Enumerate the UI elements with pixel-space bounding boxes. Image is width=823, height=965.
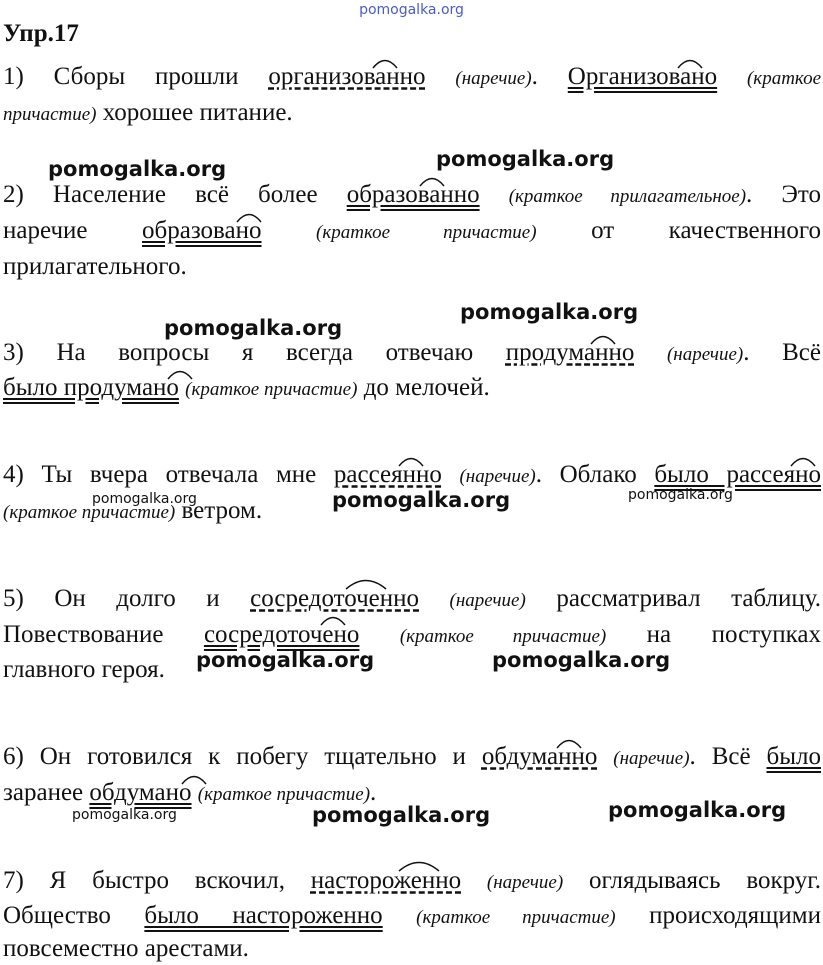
- text: на поступках: [606, 621, 822, 648]
- suffix-arc-icon: [181, 771, 207, 785]
- word-participle: было рассеяно: [654, 461, 822, 488]
- grammar-note: (наречие): [449, 590, 526, 611]
- watermark: pomogalka.org: [332, 488, 511, 512]
- grammar-note: причастие): [3, 104, 97, 125]
- word-participle: Организовано: [567, 63, 718, 90]
- text: 2) Население всё более: [3, 181, 347, 208]
- suffix-arc-icon: [345, 574, 387, 590]
- text: . Это: [746, 181, 821, 208]
- watermark: pomogalka.org: [72, 807, 177, 823]
- watermark: pomogalka.org: [92, 491, 197, 507]
- text: рассматривал таблицу.: [525, 585, 821, 612]
- grammar-note: (наречие): [459, 466, 536, 487]
- sentence-6-line-1: [3, 742, 821, 774]
- sentence-7-line-2: [3, 901, 821, 933]
- watermark: pomogalka.org: [436, 147, 615, 171]
- sentence-3-line-2: [3, 373, 821, 405]
- suffix-arc-icon: [790, 453, 816, 467]
- word-participle: образовано: [142, 217, 262, 244]
- suffix-arc-icon: [398, 856, 440, 872]
- suffix-arc-icon: [320, 612, 346, 626]
- watermark: pomogalka.org: [164, 316, 343, 340]
- sentence-5-line-2: [3, 620, 821, 652]
- text: .: [370, 779, 377, 806]
- sentence-3-line-1: [3, 338, 821, 370]
- text: главного героя.: [3, 656, 165, 683]
- suffix-arc-icon: [419, 173, 445, 187]
- word-participle: было настороженно: [144, 902, 383, 929]
- text: заранее: [3, 779, 90, 806]
- watermark: pomogalka.org: [608, 798, 787, 822]
- suffix-arc-icon: [167, 366, 193, 380]
- word-adverb: сосредоточенно: [250, 585, 420, 612]
- suffix-arc-icon: [590, 331, 616, 345]
- grammar-note: (краткое причастие): [316, 222, 537, 243]
- text: 1) Сборы прошли: [3, 63, 269, 90]
- watermark: pomogalka.org: [460, 300, 639, 324]
- sentence-1-line-2: [3, 98, 821, 130]
- text: . Облако: [535, 461, 655, 488]
- grammar-note: (краткое причастие): [185, 379, 358, 400]
- watermark: pomogalka.org: [628, 487, 733, 503]
- word-adverb: рассеянно: [333, 461, 442, 488]
- sentence-5-line-1: [3, 584, 821, 616]
- text: ветром.: [175, 497, 263, 524]
- text: происходящими: [615, 902, 822, 929]
- word-adverb: обдуманно: [481, 743, 598, 770]
- text: прилагательного.: [3, 253, 187, 280]
- word-participle: было: [766, 743, 821, 770]
- suffix-arc-icon: [677, 55, 703, 69]
- word-adverb: организованно: [268, 63, 426, 90]
- word-adjective: образованно: [346, 181, 480, 208]
- word-adverb: настороженно: [310, 867, 462, 894]
- text: 3) На вопросы я всегда отвечаю: [3, 339, 506, 366]
- text: от качественного: [536, 217, 822, 244]
- sentence-7-line-3: [3, 934, 821, 964]
- word-participle: сосредоточено: [203, 621, 360, 648]
- text: Общество: [3, 902, 145, 929]
- sentence-2-line-2: [3, 216, 821, 248]
- text: наречие: [3, 217, 143, 244]
- watermark: pomogalka.org: [48, 157, 227, 181]
- watermark: pomogalka.org: [196, 648, 375, 672]
- text: 7) Я быстро вскочил,: [3, 867, 311, 894]
- word-participle: было продумано: [3, 374, 179, 401]
- text: 5) Он долго и: [3, 585, 251, 612]
- text: . Всё: [743, 339, 821, 366]
- site-watermark[interactable]: pomogalka.org: [359, 2, 464, 18]
- text: повсеместно арестами.: [3, 935, 249, 962]
- text: 4) Ты вчера отвечала мне: [3, 461, 334, 488]
- sentence-2-line-1: [3, 180, 821, 212]
- sentence-5-line-3: [3, 655, 821, 685]
- grammar-note: (наречие): [613, 748, 690, 769]
- grammar-note: (наречие): [455, 68, 532, 89]
- suffix-arc-icon: [236, 209, 262, 223]
- word-participle: обдумано: [89, 779, 192, 806]
- grammar-note: (наречие): [666, 344, 744, 365]
- watermark: pomogalka.org: [312, 803, 491, 827]
- grammar-note: (краткое прилагательное): [508, 186, 747, 207]
- text: . Всё: [689, 743, 767, 770]
- grammar-note: (краткое причастие): [3, 502, 176, 523]
- text: до мелочей.: [357, 374, 490, 401]
- exercise-title: Упр.17: [3, 20, 79, 47]
- text: .: [531, 63, 568, 90]
- suffix-arc-icon: [372, 55, 398, 69]
- watermark: pomogalka.org: [492, 648, 671, 672]
- grammar-note: (наречие): [486, 872, 564, 893]
- word-adverb: продуманно: [505, 339, 635, 366]
- text: Повествование: [3, 621, 204, 648]
- suffix-arc-icon: [556, 735, 582, 749]
- grammar-note: (краткое: [746, 68, 822, 89]
- suffix-arc-icon: [398, 453, 424, 467]
- text: оглядываясь вокруг.: [563, 867, 821, 894]
- grammar-note: (краткое причастие): [197, 784, 371, 805]
- sentence-2-line-3: [3, 252, 821, 282]
- grammar-note: (краткое причастие): [416, 907, 616, 928]
- grammar-note: (краткое причастие): [399, 626, 607, 647]
- text: хорошее питание.: [96, 99, 293, 126]
- text: 6) Он готовился к побегу тщательно и: [3, 743, 482, 770]
